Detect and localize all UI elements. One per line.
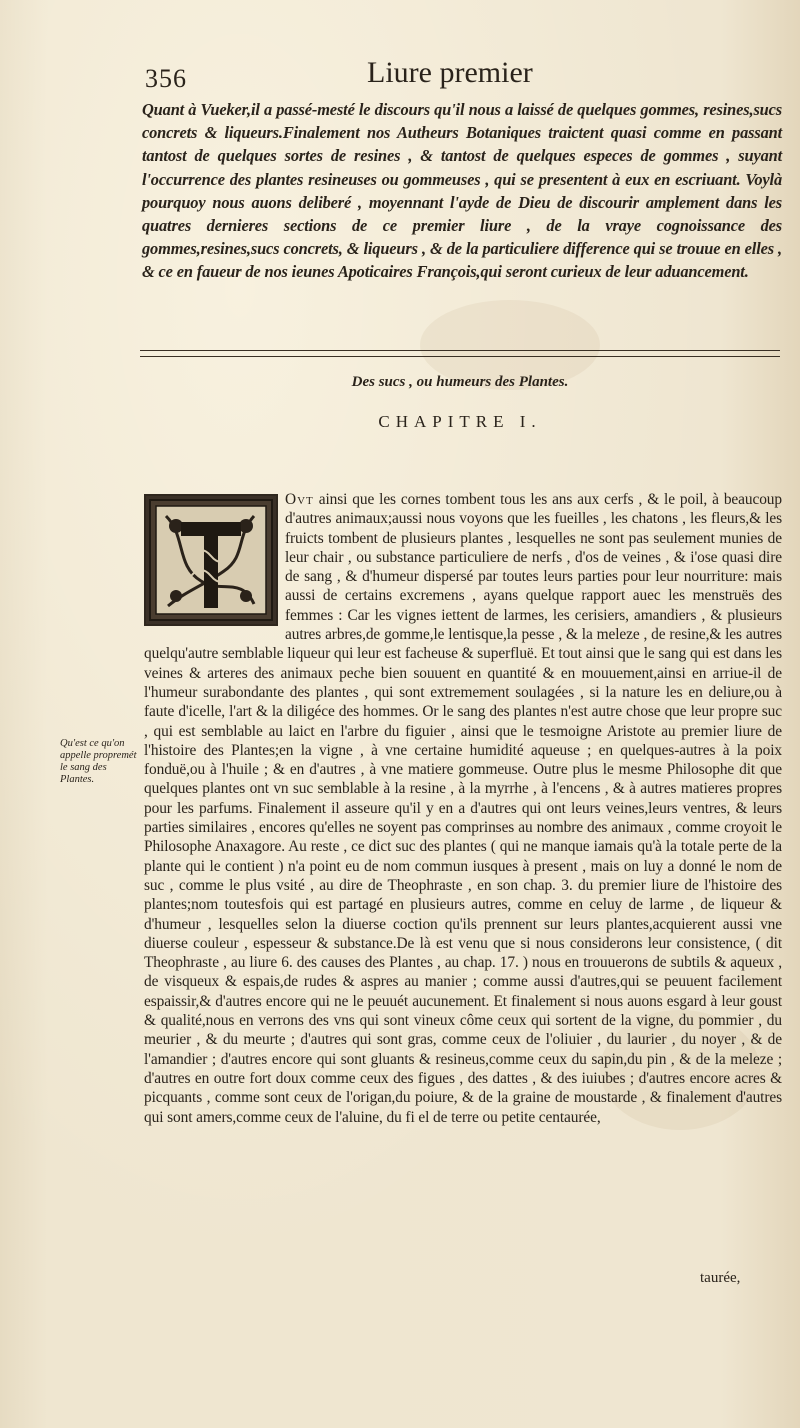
running-title: Liure premier bbox=[367, 56, 533, 89]
margin-note: Qu'est ce qu'on appelle propremét le sang des Plantes. bbox=[60, 738, 137, 785]
preface-paragraph: Quant à Vueker,il a passé-mesté le discours qu'il nous a laissé de quelques gommes, resines,sucs concrets & liqueurs.Finalement nos Autheurs Botaniques traictent quasi comme en passant tantost de quelques sortes de resines , & tantost de quelques especes de gommes , suyant l'occurrence des plantes resineuses ou gommeuses , qui se presentent à eux en escriuant. Voylà pourquoy nous auons deliberé , moyennant l'ayde de Dieu de discourir amplement dans les quatres dernieres sections de ce premier liure , de la vraye cognoissance des gommes,resines,sucs concrets, & liqueurs , & de la particuliere difference qui se trouue en elles , & ce en faueur de nos ieunes Apoticaires François,qui seront curieux de leur aduancement. bbox=[142, 100, 782, 282]
opening-word: Ovt bbox=[285, 491, 314, 508]
chapter-heading: CHAPITRE I. bbox=[378, 412, 542, 431]
body-paragraph: ainsi que les cornes tombent tous les ans aux cerfs , & le poil, à beaucoup d'autres animaux;aussi nous voyons que les fueilles , les chatons , les fleurs,& les fruicts tombent de plusieurs plantes , lesquelles ne sont pas seulement munies de leur chair , ou substance particuliere de nerfs , d'os de veines , & i'ose quasi dire de sang , & d'humeur dispersé par toutes leurs parties pour leur nourriture: mais aussi de certains excremens , ayans quelque rapport auec les menstruës des femmes : Car les vignes iettent de larmes, les cerisiers, amandiers , & plusieurs autres arbres,de gomme,le lentisque,la pesse , & la meleze , de resine,& les autres quelqu'autre semblable liqueur qui leur est facheuse & superfluë. Et tout ainsi que le sang qui est dans les veines & arteres des animaux peche bien souuent en quantité & en mouuement,ainsi en arriue-il de l'humeur surabondante des plantes , qui sont extremement soulagées , si la nature les en deliure,ou à faute d'icelle, l'art & la diligéce des hommes. Or le sang des plantes n'est autre chose que leur propre suc , qui est semblable au laict en l'arbre du figuier , ainsi que le tesmoigne Aristote au premier liure de l'histoire des Plantes;en la vigne , à vne certaine humidité aqueuse ; en quelques-autres à la poix fonduë,ou à l'huile ; & en d'autres , à vne matiere gommeuse. Outre plus le mesme Philosophe dit que quelques plantes ont vn suc semblable à la resine , à la myrrhe , à l'encens , & à autres matieres propres pour les parfums. Finalement il asseure qu'il y en a d'autres qui ont leurs veines,leurs ventres, & leurs parties similaires , encores qu'elles ne soyent pas comprinses au nombre des animaux , comme croyoit le Philosophe Anaxagore. Au reste , ce dict suc des plantes ( qui ne manque iamais qu'à la totale perte de la plante qui le contient ) n'a point eu de nom commun iusques à present , mais on luy a donné le nom de suc , comme le plus vsité , au dire de Theophraste , en son chap. 3. du premier liure de l'histoire des plantes;nom toutesfois qui est partagé en plusieurs autres, comme en celuy de larme , de liqueur & d'humeur , lesquelles selon la diuerse coction qu'ils prennent sur leurs plantes,acquierent aussi vne diuerse couleur , espesseur & substance.De là est venu que si nous considerons leur consistence, ( dit Theophraste , au liure 6. des causes des Plantes , au chap. 17. ) nous en trouuerons de subtils & aqueux , de visqueux & espais,de rudes & aspres au manier ; comme aussi d'autres,qui se peuuent facilement espaissir,& d'autres encore qui ne le peuuét aucunement. Et finalement si nous auons esgard à leur goust & qualité,nous en verrons des vns qui sont vineux côme ceux qui sortent de la vigne, du pommier , du meurier , & du meurte ; d'autres qui sont gras, comme ceux de l'oliuier , du laurier , du noyer , & de l'amandier ; d'autres encore qui sont gluants & resineus,comme ceux du sapin,du pin , & de la meleze ; d'autres en outre fort doux comme ceux des figues , des dattes , & des iuiubes ; d'autres encore acres & picquants , comme sont ceux de l'origan,du poiure, & de la graine de moustarde , & finalement d'autres qui sont amers,comme ceux de l'aluine, du fi el de terre ou petite centaurée, bbox=[144, 491, 782, 1126]
section-divider bbox=[140, 350, 780, 357]
initial-spacer bbox=[144, 490, 285, 627]
section-subtitle: Des sucs , ou humeurs des Plantes. bbox=[351, 374, 569, 390]
chapter-body bbox=[144, 490, 782, 1127]
page-number: 356 bbox=[145, 64, 187, 93]
page-header bbox=[145, 56, 785, 102]
catchword: taurée, bbox=[700, 1270, 741, 1286]
